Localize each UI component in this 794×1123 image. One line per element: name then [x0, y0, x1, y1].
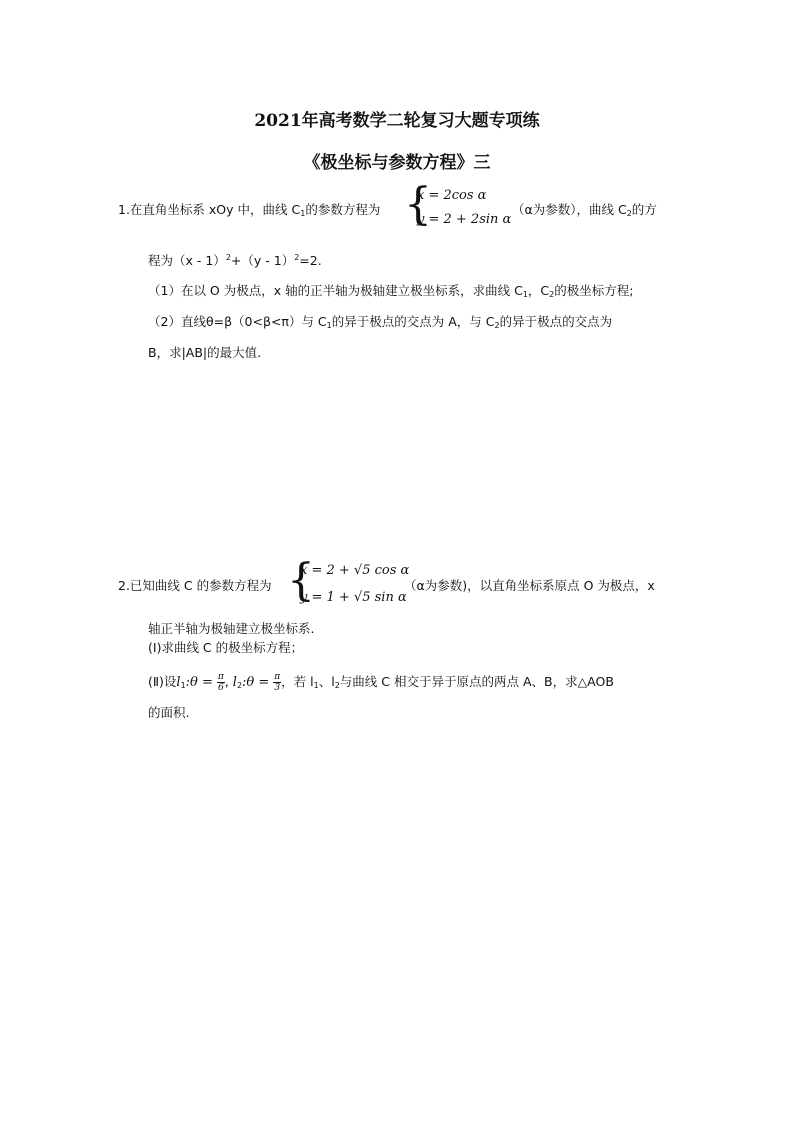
- q2-equation-y: y = 1 + √5 sin α: [300, 590, 407, 605]
- q2-part2-cont: 的面积.: [148, 705, 190, 720]
- q2-equation-x: x = 2 + √5 cos α: [300, 563, 410, 578]
- q1-part1: （1）在以 O 为极点，x 轴的正半轴为极轴建立极坐标系，求曲线 $C_1$，$C_2$的极坐标方程;: [148, 283, 634, 299]
- q1-equation-y: y = 2 + 2sin α: [417, 212, 512, 227]
- page-subtitle: 《极坐标与参数方程》三: [303, 153, 491, 173]
- page-title: 2021年高考数学二轮复习大题专项练: [254, 111, 540, 131]
- q1-param-note: （α为参数），曲线 $C_2$的方: [512, 202, 657, 218]
- q2-system-brace: {: [287, 555, 315, 606]
- q2-part1: (Ⅰ)求曲线 C 的极坐标方程；: [148, 640, 304, 655]
- q2-intro: 2.已知曲线 C 的参数方程为: [118, 578, 272, 593]
- q2-param-note: （α为参数)，以直角坐标系原点 O 为极点，x: [404, 578, 655, 593]
- q1-equation-x: x = 2cos α: [417, 188, 487, 203]
- q1-system-brace: {: [404, 179, 432, 230]
- q1-part2: （2）直线θ=β（0<β<π）与 $C_1$的异于极点的交点为 A，与 $C_2$的异于极点的交点为: [148, 314, 613, 330]
- fraction-pi-over-3: $\frac{\pi}{3}$: [274, 672, 281, 693]
- q1-part2-cont: B，求|AB|的最大值.: [148, 345, 262, 360]
- q1-intro: 1.在直角坐标系 xOy 中，曲线 $C_1$的参数方程为: [118, 202, 381, 218]
- q1-curve2-equation: 程为（x - 1）$^2$+（y - 1）$^2$=2.: [148, 253, 322, 268]
- fraction-pi-over-6: $\frac{\pi}{6}$: [217, 672, 224, 693]
- q2-part2: (Ⅱ)设$l_1:\theta$ = $\frac{\pi}{6}$ , $l_2:\theta$ = $\frac{\pi}{3}$ ，若 $l_1$、$l_2$与曲线 C 相交于异于原点的两点 A、B，求△AOB: [148, 672, 614, 693]
- q2-line2: 轴正半轴为极轴建立极坐标系.: [148, 621, 315, 636]
